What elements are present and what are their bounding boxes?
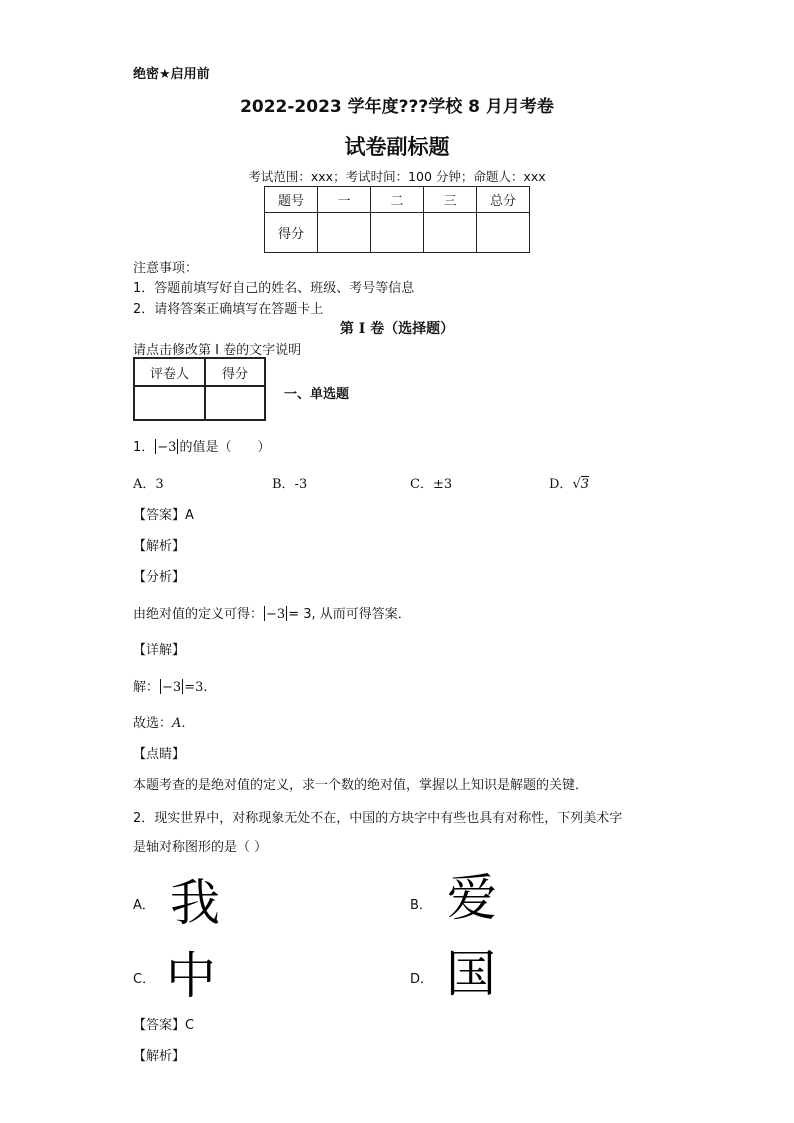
grader-cell	[205, 386, 265, 420]
score-table-header: 总分	[477, 187, 530, 213]
question-number: 1．	[133, 440, 155, 455]
analysis-heading-2: 【解析】	[133, 1049, 186, 1064]
volume-description: 请点击修改第 I 卷的文字说明	[133, 343, 302, 358]
choice-text-a: 故选：	[133, 716, 173, 731]
score-table-header: 二	[371, 187, 424, 213]
detail-heading: 【详解】	[133, 643, 186, 658]
abs-bar-left	[160, 679, 161, 694]
math-expression: −3	[266, 607, 286, 622]
answer-2: 【答案】C	[133, 1018, 195, 1033]
score-table-row-label: 得分	[265, 213, 318, 253]
exam-info: 考试范围：xxx；考试时间：100 分钟；命题人：xxx	[248, 169, 546, 184]
exam-subtitle: 试卷副标题	[344, 135, 450, 159]
note-item: 2．请将答案正确填写在答题卡上	[133, 302, 324, 317]
sqrt-value: 3	[580, 477, 590, 492]
fenxi-text	[133, 603, 411, 622]
choice-text-b: A.	[172, 716, 186, 731]
analysis-heading-1: 【解析】	[133, 539, 186, 554]
comment-heading: 【点睛】	[133, 747, 186, 762]
grader-header: 评卷人	[134, 358, 205, 386]
grader-header: 得分	[205, 358, 265, 386]
grader-table	[133, 357, 266, 421]
q2-option-b-char: 爱	[447, 869, 497, 927]
option-c: C．±3	[410, 477, 453, 492]
score-table-header: 题号	[265, 187, 318, 213]
volume-title: 第 I 卷（选择题）	[339, 321, 455, 337]
q2-option-a-char: 我	[170, 874, 220, 932]
score-cell	[318, 213, 371, 253]
q2-option-d-char: 国	[446, 945, 496, 1003]
score-table-header: 一	[318, 187, 371, 213]
fenxi-text-b: = 3, 从而可得答案．	[288, 607, 411, 622]
note-item: 1．答题前填写好自己的姓名、班级、考号等信息	[133, 281, 415, 296]
math-expression: −3	[157, 440, 177, 455]
q2-option-c-label: C．	[133, 972, 156, 987]
q2-option-c-char: 中	[166, 947, 216, 1005]
question-2-line-1: 2．现实世界中，对称现象无处不在，中国的方块字中有些也具有对称性，下列美术字	[133, 811, 623, 826]
option-a: A．3	[133, 477, 164, 492]
score-cell	[424, 213, 477, 253]
detail-text-b: =3.	[184, 680, 208, 695]
option-d	[549, 473, 589, 492]
exam-title: 2022-2023 学年度???学校 8 月月考卷	[240, 97, 554, 117]
q2-option-d-label: D．	[410, 972, 434, 987]
abs-bar-left	[264, 606, 265, 621]
score-cell	[477, 213, 530, 253]
score-cell	[371, 213, 424, 253]
notes-title: 注意事项：	[133, 261, 199, 276]
comment-text: 本题考查的是绝对值的定义，求一个数的绝对值，掌握以上知识是解题的关键．	[133, 778, 589, 793]
section-title: 一、单选题	[284, 387, 350, 402]
fenxi-heading: 【分析】	[133, 570, 186, 585]
fenxi-text-a: 由绝对值的定义可得：	[133, 607, 264, 622]
detail-text	[133, 676, 207, 695]
grader-cell	[134, 386, 205, 420]
choice-text	[133, 712, 186, 731]
score-table	[264, 186, 530, 253]
detail-text-a: 解：	[133, 680, 160, 695]
option-b: B．-3	[272, 477, 308, 492]
math-expression: −3	[162, 680, 182, 695]
option-d-label: D．	[549, 477, 573, 492]
q2-option-b-label: B．	[410, 898, 432, 913]
answer-1: 【答案】A	[133, 508, 194, 523]
confidential-label: 绝密★启用前	[133, 67, 210, 82]
sqrt-icon: √	[572, 477, 581, 492]
q2-option-a-label: A．	[133, 898, 155, 913]
question-2-line-2: 是轴对称图形的是（ ）	[133, 840, 268, 855]
question-1-stem	[133, 436, 270, 455]
question-suffix: 的值是（ ）	[179, 440, 271, 455]
score-table-header: 三	[424, 187, 477, 213]
